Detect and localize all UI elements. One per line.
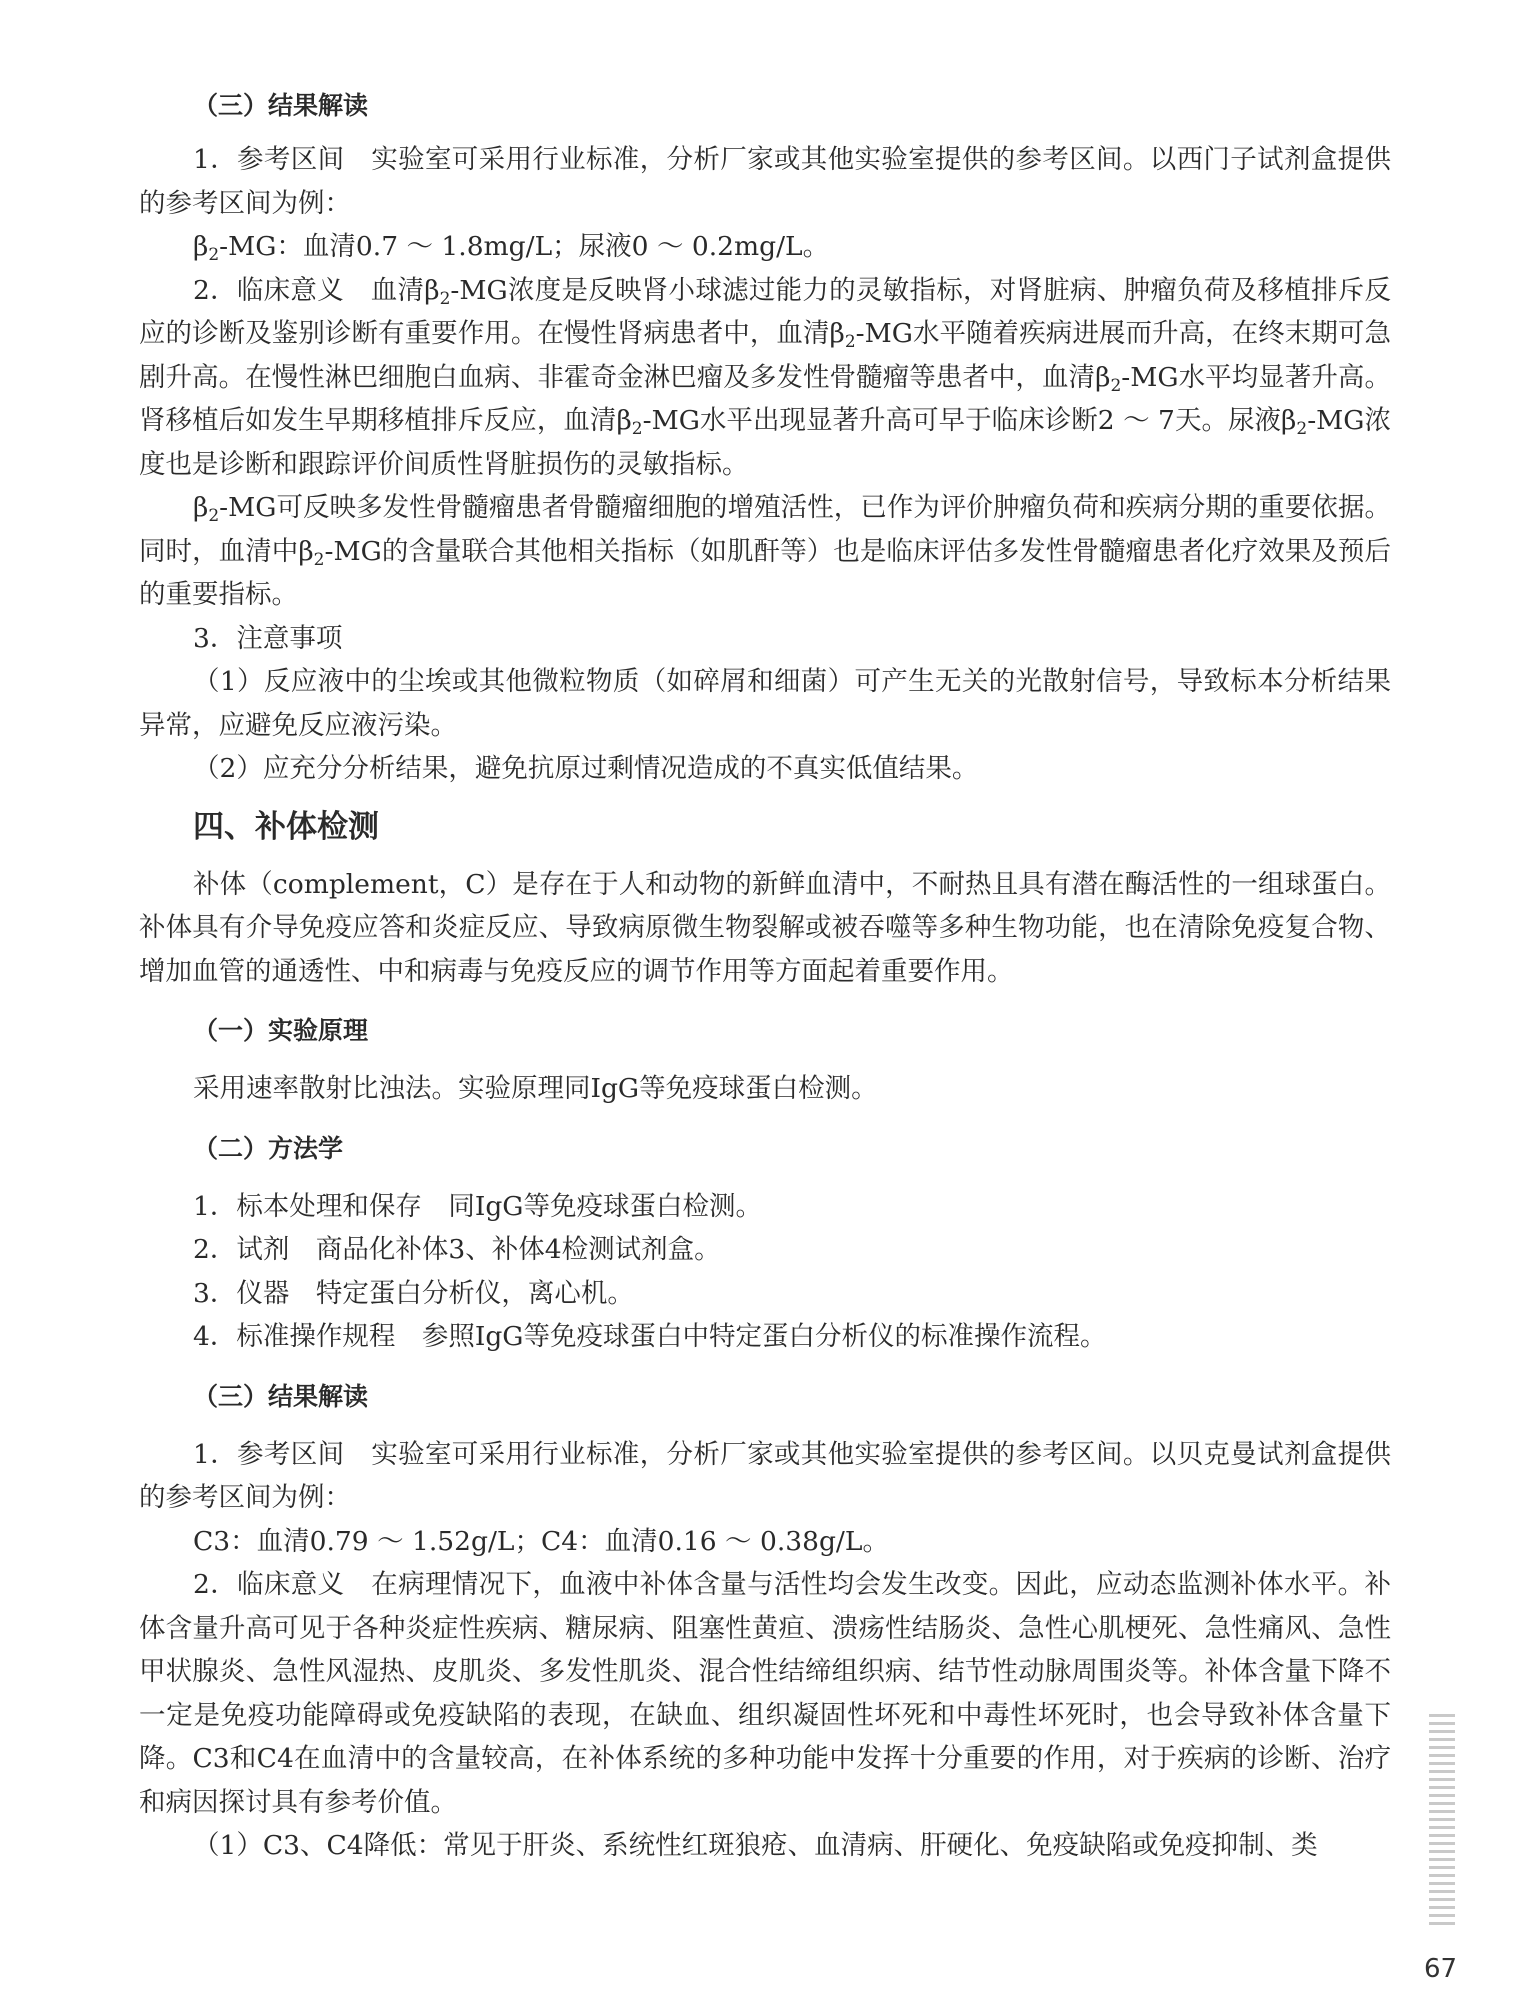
note-item-1: （1）反应液中的尘埃或其他微粒物质（如碎屑和细菌）可产生无关的光散射信号，导致标本分析结果异常，应避免反应液污染。: [139, 666, 1391, 741]
beta2mg-reference-values: [139, 225, 1391, 269]
complement-reference-values: C3：血清0.79 ～ 1.52g/L；C4：血清0.16 ～ 0.38g/L。: [193, 1525, 889, 1557]
subscript: 2: [1296, 419, 1308, 439]
section-heading-methodology: （二）方法学: [193, 1133, 344, 1163]
clinical-significance-paragraph-2: 2．临床意义 在病理情况下，血液中补体含量与活性均会发生改变。因此，应动态监测补体水平。补体含量升高可见于各种炎症性疾病、糖尿病、阻塞性黄疸、溃疡性结肠炎、急性心肌梗死、急性痛风、急性甲状腺炎、急性风湿热、皮肌炎、多发性肌炎、混合性结缔组织病、结节性动脉周围炎等。补体含量下降不一定是免疫功能障碍或免疫缺陷的表现，在缺血、组织凝固性坏死和中毒性坏死时，也会导致补体含量下降。C3和C4在血清中的含量较高，在补体系统的多种功能中发挥十分重要的作用，对于疾病的诊断、治疗和病因探讨具有参考价值。: [139, 1569, 1391, 1818]
text-run: -MG水平均显著升高。肾移植后如发生早期移植排斥反应，血清β: [139, 361, 1391, 436]
section-heading-results-1: （三）结果解读: [193, 91, 369, 120]
subscript: 2: [1110, 375, 1122, 396]
beta-symbol: β: [193, 231, 209, 262]
subscript: 2: [313, 549, 325, 570]
c3-c4-decrease-paragraph: （1）C3、C4降低：常见于肝炎、系统性红斑狼疮、血清病、肝硬化、免疫缺陷或免疫抑制、类: [193, 1830, 1318, 1861]
text-run: β: [193, 492, 209, 523]
text-run: 2．临床意义 血清β: [193, 274, 440, 306]
reference-values-text: -MG：血清0.7 ～ 1.8mg/L；尿液0 ～ 0.2mg/L。: [219, 231, 830, 262]
text-run: -MG浓度是反映肾小球滤过能力的灵敏指标，对肾脏病、肿瘤负荷及移植排斥反应的诊断及鉴别诊断有重要作用。在慢性肾病患者中，血清β: [139, 274, 1391, 349]
reference-range-paragraph-2: 1．参考区间 实验室可采用行业标准，分析厂家或其他实验室提供的参考区间。以贝克曼试剂盒提供的参考区间为例：: [139, 1438, 1391, 1513]
page-number: 67: [1424, 1954, 1458, 1984]
edge-tab-marker: [1429, 1714, 1455, 1929]
clinical-significance-paragraph-1: [139, 269, 1391, 487]
subscript: 2: [208, 506, 220, 526]
text-run: -MG可反映多发性骨髓瘤患者骨髓瘤细胞的增殖活性，已作为评价肿瘤负荷和疾病分期的重要依据。同时，血清中β: [139, 492, 1391, 567]
method-item-2: 2．试剂 商品化补体3、补体4检测试剂盒。: [193, 1234, 721, 1265]
text-run: -MG浓度也是诊断和跟踪评价间质性肾脏损伤的灵敏指标。: [139, 405, 1391, 480]
note-item-2: （2）应充分分析结果，避免抗原过剩情况造成的不真实低值结果。: [193, 753, 979, 784]
chapter-title-complement: 四、补体检测: [193, 808, 379, 845]
subscript: 2: [208, 245, 220, 265]
method-item-4: 4．标准操作规程 参照IgG等免疫球蛋白中特定蛋白分析仪的标准操作流程。: [193, 1321, 1107, 1352]
subscript: 2: [631, 419, 643, 439]
page-body: [139, 86, 1391, 1868]
method-item-1: 1．标本处理和保存 同IgG等免疫球蛋白检测。: [193, 1190, 762, 1222]
text-run: -MG水平随着疾病进展而升高，在终末期可急剧升高。在慢性淋巴细胞白血病、非霍奇金淋巴瘤及多发性骨髓瘤等患者中，血清β: [139, 318, 1391, 393]
text-run: -MG的含量联合其他相关指标（如肌酐等）也是临床评估多发性骨髓瘤患者化疗效果及预后的重要指标。: [139, 535, 1391, 610]
myeloma-paragraph: [139, 486, 1391, 617]
section-heading-results-2: （三）结果解读: [193, 1381, 369, 1411]
subscript: 2: [844, 332, 856, 352]
subscript: 2: [439, 288, 451, 309]
method-item-3: 3．仪器 特定蛋白分析仪，离心机。: [193, 1277, 634, 1309]
text-run: -MG水平出现显著升高可早于临床诊断2 ～ 7天。尿液β: [642, 405, 1297, 436]
notes-heading: 3．注意事项: [193, 622, 343, 654]
principle-paragraph: 采用速率散射比浊法。实验原理同IgG等免疫球蛋白检测。: [193, 1073, 878, 1104]
complement-intro-paragraph: 补体（complement，C）是存在于人和动物的新鲜血清中，不耐热且具有潜在酶活性的一组球蛋白。补体具有介导免疫应答和炎症反应、导致病原微生物裂解或被吞噬等多种生物功能，也在清除免疫复合物、增加血管的通透性、中和病毒与免疫反应的调节作用等方面起着重要作用。: [139, 868, 1391, 987]
reference-range-paragraph-1: 1．参考区间 实验室可采用行业标准，分析厂家或其他实验室提供的参考区间。以西门子试剂盒提供的参考区间为例：: [139, 144, 1391, 219]
section-heading-principle: （一）实验原理: [193, 1016, 369, 1045]
